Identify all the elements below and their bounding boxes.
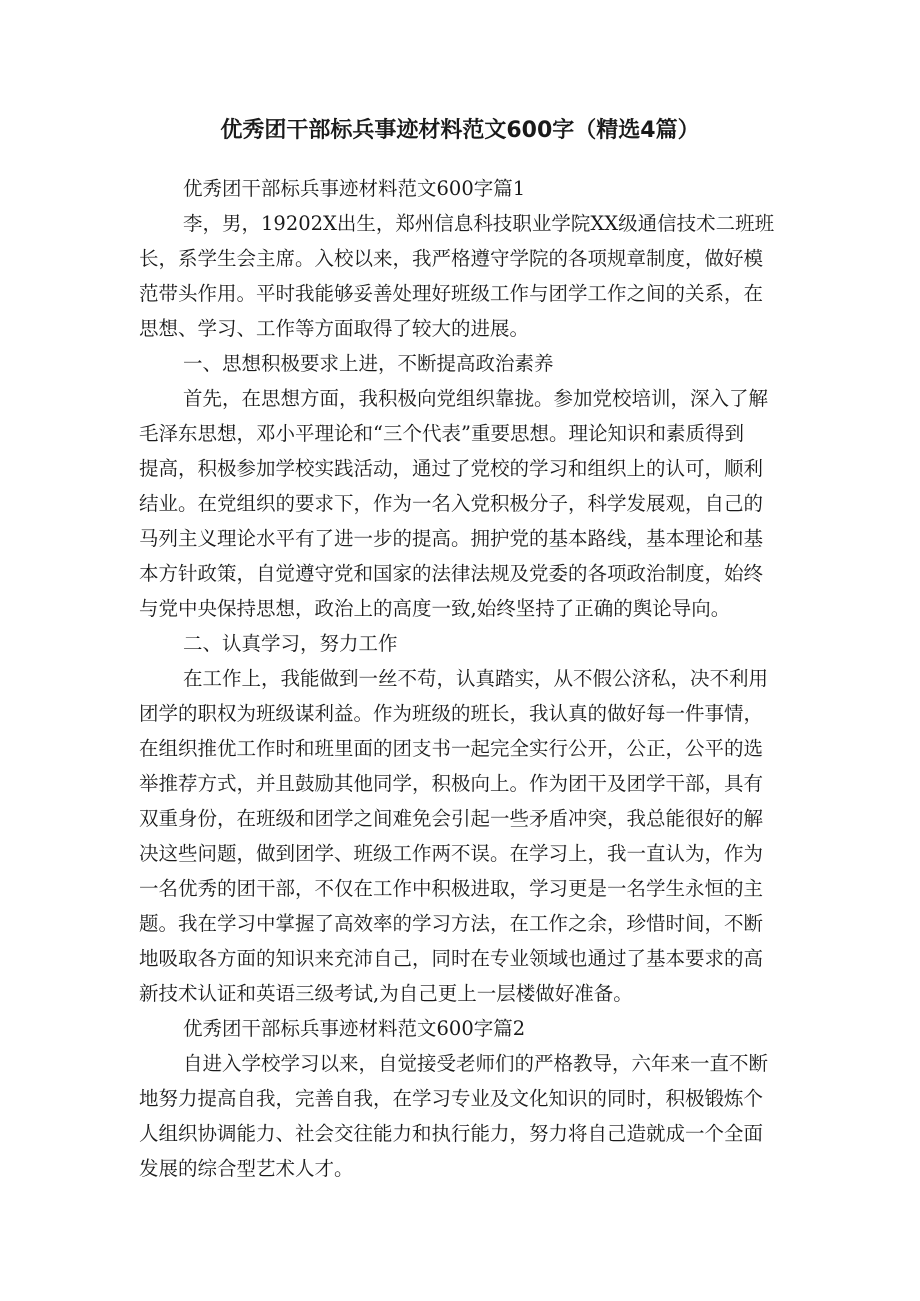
paragraph-line: 在工作上，我能做到一丝不苟，认真踏实，从不假公济私，决不利用 (183, 667, 769, 690)
paragraph-line: 一名优秀的团干部，不仅在工作中积极进取，学习更是一名学生永恒的主 (139, 877, 764, 900)
document-title: 优秀团干部标兵事迹材料范文600字（精选4篇） (220, 118, 700, 143)
paragraph-line: 双重身份，在班级和团学之间难免会引起一些矛盾冲突，我总能很好的解 (139, 807, 764, 830)
paragraph-line: 题。我在学习中掌握了高效率的学习方法，在工作之余，珍惜时间，不断 (139, 912, 764, 935)
subheading-1: 一、思想积极要求上进，不断提高政治素养 (183, 352, 554, 375)
paragraph-line: 自进入学校学习以来，自觉接受老师们的严格教导，六年来一直不断 (183, 1052, 769, 1075)
paragraph-line: 与党中央保持思想，政治上的高度一致,始终坚持了正确的舆论导向。 (139, 597, 731, 620)
paragraph-line: 团学的职权为班级谋利益。作为班级的班长，我认真的做好每一件事情， (139, 702, 764, 725)
paragraph-line: 举推荐方式，并且鼓励其他同学，积极向上。作为团干及团学干部，具有 (139, 772, 764, 795)
paragraph-line: 本方针政策，自觉遵守党和国家的法律法规及党委的各项政治制度，始终 (139, 562, 764, 585)
paragraph-line: 马列主义理论水平有了进一步的提高。拥护党的基本路线，基本理论和基 (139, 527, 764, 550)
paragraph-line: 地吸取各方面的知识来充沛自己，同时在专业领域也通过了基本要求的高 (139, 947, 764, 970)
paragraph-line: 人组织协调能力、社会交往能力和执行能力，努力将自己造就成一个全面 (139, 1122, 764, 1145)
paragraph-line: 新技术认证和英语三级考试,为自己更上一层楼做好准备。 (139, 982, 633, 1005)
paragraph-line: 范带头作用。平时我能够妥善处理好班级工作与团学工作之间的关系，在 (139, 282, 764, 305)
paragraph-line: 在组织推优工作时和班里面的团支书一起完全实行公开，公正，公平的选 (139, 737, 764, 760)
section-heading-2: 优秀团干部标兵事迹材料范文600字篇2 (183, 1017, 526, 1040)
section-heading-1: 优秀团干部标兵事迹材料范文600字篇1 (183, 177, 526, 200)
paragraph-line: 毛泽东思想，邓小平理论和“三个代表”重要思想。理论知识和素质得到 (139, 422, 744, 445)
paragraph-line: 提高，积极参加学校实践活动，通过了党校的学习和组织上的认可，顺利 (139, 457, 764, 480)
paragraph-line: 决这些问题，做到团学、班级工作两不误。在学习上，我一直认为，作为 (139, 842, 764, 865)
paragraph-line: 首先，在思想方面，我积极向党组织靠拢。参加党校培训，深入了解 (183, 387, 769, 410)
paragraph-line: 发展的综合型艺术人才。 (139, 1157, 354, 1180)
subheading-2: 二、认真学习，努力工作 (183, 632, 398, 655)
paragraph-line: 李，男，19202X出生，郑州信息科技职业学院XX级通信技术二班班 (183, 212, 775, 235)
paragraph-line: 思想、学习、工作等方面取得了较大的进展。 (139, 317, 530, 340)
paragraph-line: 长，系学生会主席。入校以来，我严格遵守学院的各项规章制度，做好模 (139, 247, 764, 270)
paragraph-line: 结业。在党组织的要求下，作为一名入党积极分子，科学发展观，自己的 (139, 492, 764, 515)
paragraph-line: 地努力提高自我，完善自我，在学习专业及文化知识的同时，积极锻炼个 (139, 1087, 764, 1110)
